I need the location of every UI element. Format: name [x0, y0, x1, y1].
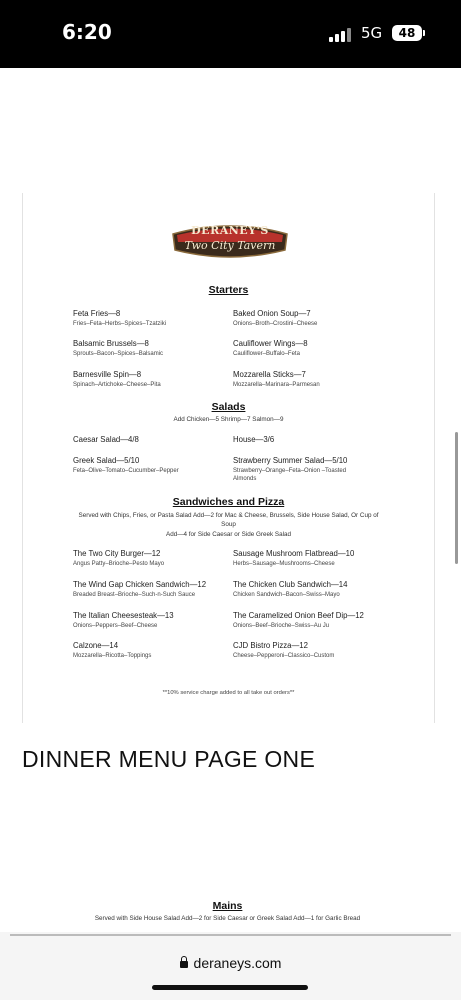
menu-item: Feta Fries—8 Fries–Feta–Herbs–Spices–Tzatziki [73, 309, 167, 327]
logo-bottom-text: Two City Tavern [184, 239, 276, 252]
lock-icon [180, 961, 188, 968]
toolbar-divider [10, 934, 451, 936]
service-charge-note: **10% service charge added to all take out orders** [162, 690, 295, 696]
menu-item: Sausage Mushroom Flatbread—10 Herbs–Sausage–Mushrooms–Cheese [233, 549, 355, 567]
sandwiches-heading: Sandwiches and Pizza [172, 496, 285, 508]
home-indicator[interactable] [152, 985, 308, 990]
menu-item: Baked Onion Soup—7 Onions–Broth–Crostini–Cheese [233, 309, 318, 327]
menu-item: Greek Salad—5/10 Feta–Olive–Tomato–Cucumber–Pepper [73, 456, 179, 474]
logo-top-text: DERANEY'S [191, 224, 269, 237]
menu-item: The Chicken Club Sandwich—14 Chicken Sandwich–Bacon–Swiss–Mayo [233, 580, 348, 598]
menu-item: Calzone—14 Mozzarella–Ricotta–Toppings [73, 641, 152, 659]
status-bar [0, 0, 461, 68]
menu-item: Barnesville Spin—8 Spinach–Artichoke–Cheese–Pita [73, 370, 161, 388]
menu-item: CJD Bistro Pizza—12 Cheese–Pepperoni–Classico–Custom [233, 641, 335, 659]
salads-note: Add Chicken—5 Shrimp—7 Salmon—9 [173, 416, 284, 423]
menu-item: Balsamic Brussels—8 Sprouts–Bacon–Spices–Balsamic [73, 339, 164, 357]
menu-item: The Italian Cheesesteak—13 Onions–Peppers–Beef–Cheese [73, 611, 174, 629]
scrollbar[interactable] [455, 432, 458, 564]
menu-item: The Caramelized Onion Beef Dip—12 Onions–Beef–Brioche–Swiss–Au Ju [233, 611, 364, 629]
menu-item: House—3/6 [233, 435, 275, 444]
address-bar[interactable] [0, 955, 461, 971]
network-type-label: 5G [361, 24, 383, 42]
menu-item: Mozzarella Sticks—7 Mozzarella–Marinara–Parmesan [233, 370, 320, 388]
menu-page-image [22, 193, 435, 723]
url-text: deraneys.com [193, 955, 282, 971]
photo-caption: DINNER MENU PAGE ONE [22, 746, 316, 772]
battery-icon: 48 [392, 25, 422, 41]
deraneys-logo [169, 220, 291, 260]
salads-heading: Salads [211, 401, 246, 413]
sandwiches-note: Served with Chips, Fries, or Pasta Salad Add—2 for Mac & Cheese, Brussels, Side House Salad, Or Cup of Soup [78, 512, 379, 528]
menu-item: Strawberry Summer Salad—5/10 Strawberry–Orange–Feta–Onion –Toasted Almonds [233, 456, 348, 482]
menu-item: Cauliflower Wings—8 Cauliflower–Buffalo–Feta [233, 339, 308, 357]
sandwiches-note-2: Add—4 for Side Caesar or Side Greek Salad [166, 531, 291, 538]
starters-heading: Starters [208, 284, 249, 296]
menu-item: Caesar Salad—4/8 [73, 435, 139, 444]
status-time: 6:20 [62, 20, 112, 44]
menu-item: The Two City Burger—12 Angus Patty–Brioche–Pesto Mayo [73, 549, 165, 567]
mains-note: Served with Side House Salad Add—2 for Side Caesar or Greek Salad Add—1 for Garlic Bread [94, 915, 361, 922]
mains-heading: Mains [212, 900, 243, 912]
menu-item: The Wind Gap Chicken Sandwich—12 Breaded Breast–Brioche–Such-n-Such Sauce [73, 580, 207, 598]
cellular-signal-icon [329, 26, 351, 42]
